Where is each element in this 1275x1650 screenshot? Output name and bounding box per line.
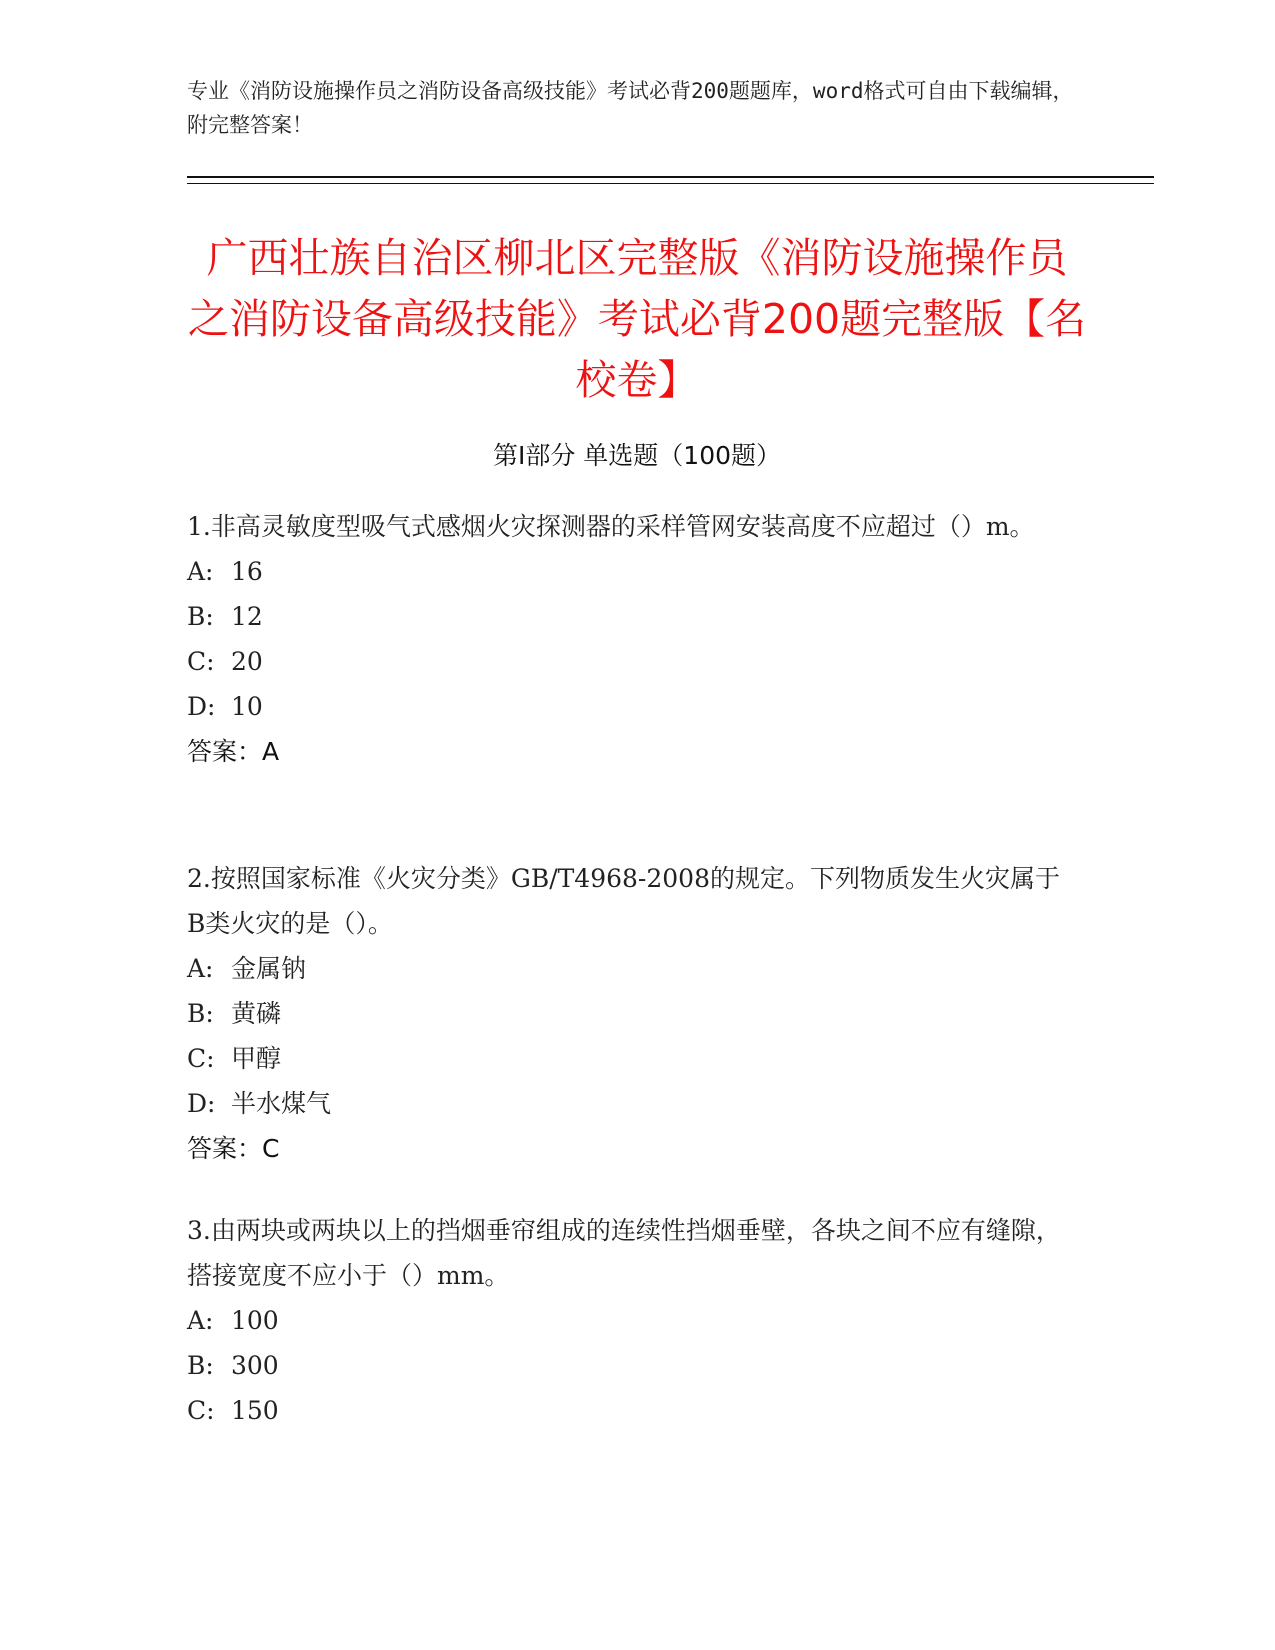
document-title: 广西壮族自治区柳北区完整版《消防设施操作员之消防设备高级技能》考试必背200题完整版【名校卷】 [187,234,1087,404]
option-b [187,991,1077,1036]
option-a [187,549,1077,594]
option-c [187,1036,1077,1081]
option-text: 黄磷 [231,999,282,1028]
option-d [187,684,1077,729]
option-text: 100 [231,1306,279,1335]
option-text: 金属钠 [231,954,307,983]
option-text: 10 [231,692,263,721]
option-d [187,1081,1077,1126]
question-text: 1.非高灵敏度型吸气式感烟火灾探测器的采样管网安装高度不应超过（）m。 [187,512,1035,541]
option-letter: C: [187,1396,215,1425]
option-letter: A: [187,954,214,983]
option-b [187,1343,1077,1388]
option-text: 300 [231,1351,279,1380]
question-1 [187,504,1077,774]
option-letter: C: [187,1044,215,1073]
question-text: 2.按照国家标准《火灾分类》GB/T4968-2008的规定。下列物质发生火灾属于B类火灾的是（）。 [187,864,1060,938]
option-text: 甲醇 [231,1044,282,1073]
option-letter: B: [187,1351,214,1380]
option-letter: C: [187,647,215,676]
option-a [187,946,1077,991]
option-text: 20 [231,647,263,676]
option-c [187,1388,1077,1433]
option-text: 12 [231,602,263,631]
answer-line: 答案：C [187,1134,280,1163]
question-2 [187,856,1077,1171]
option-text: 半水煤气 [231,1089,332,1118]
option-letter: B: [187,999,214,1028]
option-letter: A: [187,1306,214,1335]
option-letter: B: [187,602,214,631]
option-c [187,639,1077,684]
option-letter: D: [187,1089,216,1118]
option-letter: D: [187,692,216,721]
header-note: 专业《消防设施操作员之消防设备高级技能》考试必背200题题库，word格式可自由下载编辑，附完整答案！ [187,79,1074,137]
answer-line: 答案：A [187,737,280,766]
header-divider-thin [187,183,1154,184]
question-3 [187,1208,1077,1433]
header-divider-thick [187,176,1154,178]
option-letter: A: [187,557,214,586]
option-a [187,1298,1077,1343]
option-text: 16 [231,557,263,586]
question-text: 3.由两块或两块以上的挡烟垂帘组成的连续性挡烟垂壁，各块之间不应有缝隙，搭接宽度不应小于（）mm。 [187,1216,1061,1290]
section-heading: 第I部分 单选题（100题） [492,441,782,470]
option-text: 150 [231,1396,279,1425]
option-b [187,594,1077,639]
